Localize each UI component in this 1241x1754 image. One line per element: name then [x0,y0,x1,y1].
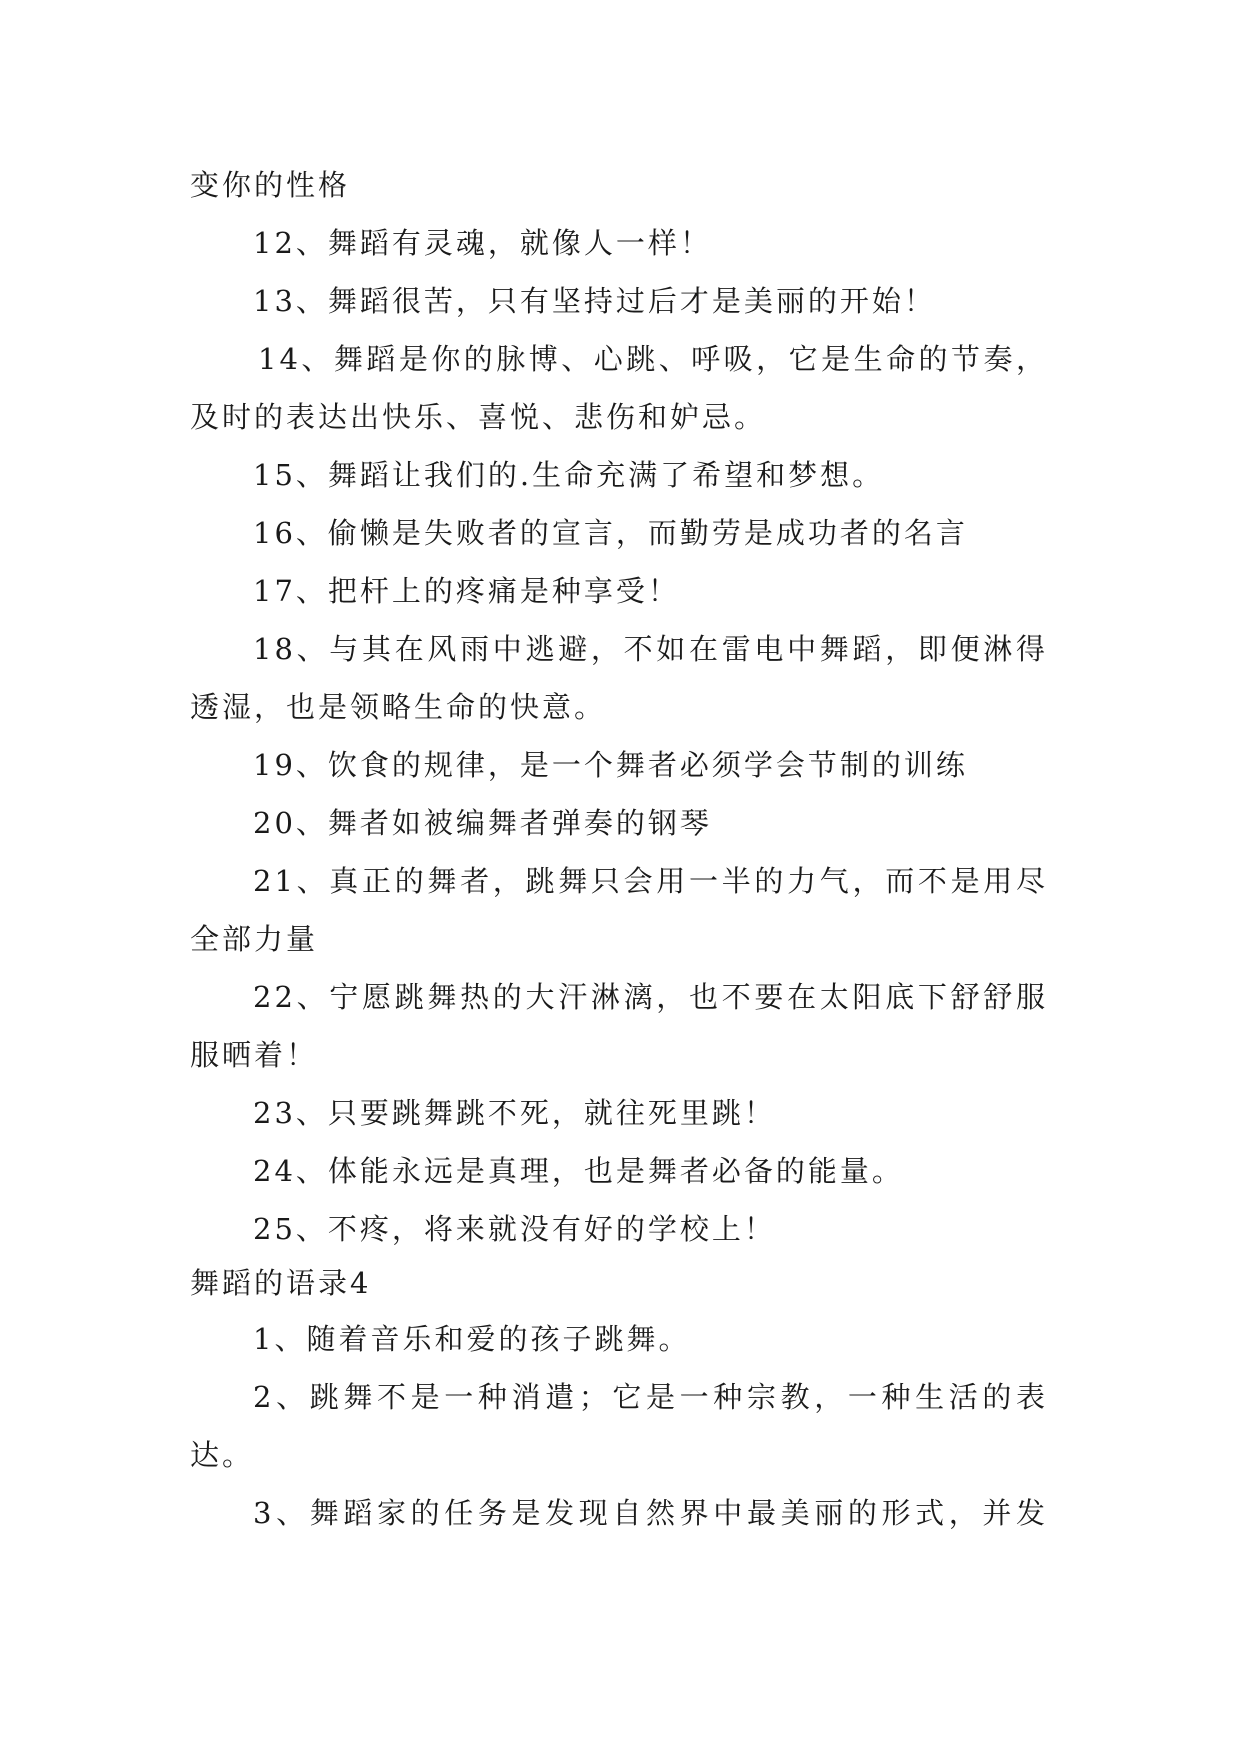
text-line: 达。 [190,1438,255,1472]
text-line: 全部力量 [190,922,319,956]
quote-item: 13、舞蹈很苦，只有坚持过后才是美丽的开始！ [253,284,936,318]
text-line: 变你的性格 [190,168,351,202]
quote-item: 3、舞蹈家的任务是发现自然界中最美丽的形式，并发 [253,1496,1048,1530]
quote-item: 14、舞蹈是你的脉博、心跳、呼吸，它是生命的节奏， [258,342,1048,376]
text-line: 透湿，也是领略生命的快意。 [190,690,607,724]
quote-item: 12、舞蹈有灵魂，就像人一样！ [253,226,712,260]
text-line: 服晒着！ [190,1038,319,1072]
quote-item: 25、不疼，将来就没有好的学校上！ [253,1212,776,1246]
quote-item: 22、宁愿跳舞热的大汗淋漓，也不要在太阳底下舒舒服 [253,980,1048,1014]
quote-item: 23、只要跳舞跳不死，就往死里跳！ [253,1096,776,1130]
quote-item: 15、舞蹈让我们的.生命充满了希望和梦想。 [253,458,885,492]
section-heading: 舞蹈的语录4 [190,1266,372,1300]
quote-item: 1、随着音乐和爱的孩子跳舞。 [253,1322,691,1356]
quote-item: 20、舞者如被编舞者弹奏的钢琴 [253,806,712,840]
quote-item: 21、真正的舞者，跳舞只会用一半的力气，而不是用尽 [253,864,1048,898]
quote-item: 17、把杆上的疼痛是种享受！ [253,574,680,608]
quote-item: 18、与其在风雨中逃避，不如在雷电中舞蹈，即便淋得 [253,632,1048,666]
quote-item: 24、体能永远是真理，也是舞者必备的能量。 [253,1154,904,1188]
quote-item: 16、偷懒是失败者的宣言，而勤劳是成功者的名言 [253,516,968,550]
quote-item: 19、饮食的规律，是一个舞者必须学会节制的训练 [253,748,968,782]
text-line: 及时的表达出快乐、喜悦、悲伤和妒忌。 [190,400,767,434]
quote-item: 2、跳舞不是一种消遣；它是一种宗教，一种生活的表 [253,1380,1048,1414]
